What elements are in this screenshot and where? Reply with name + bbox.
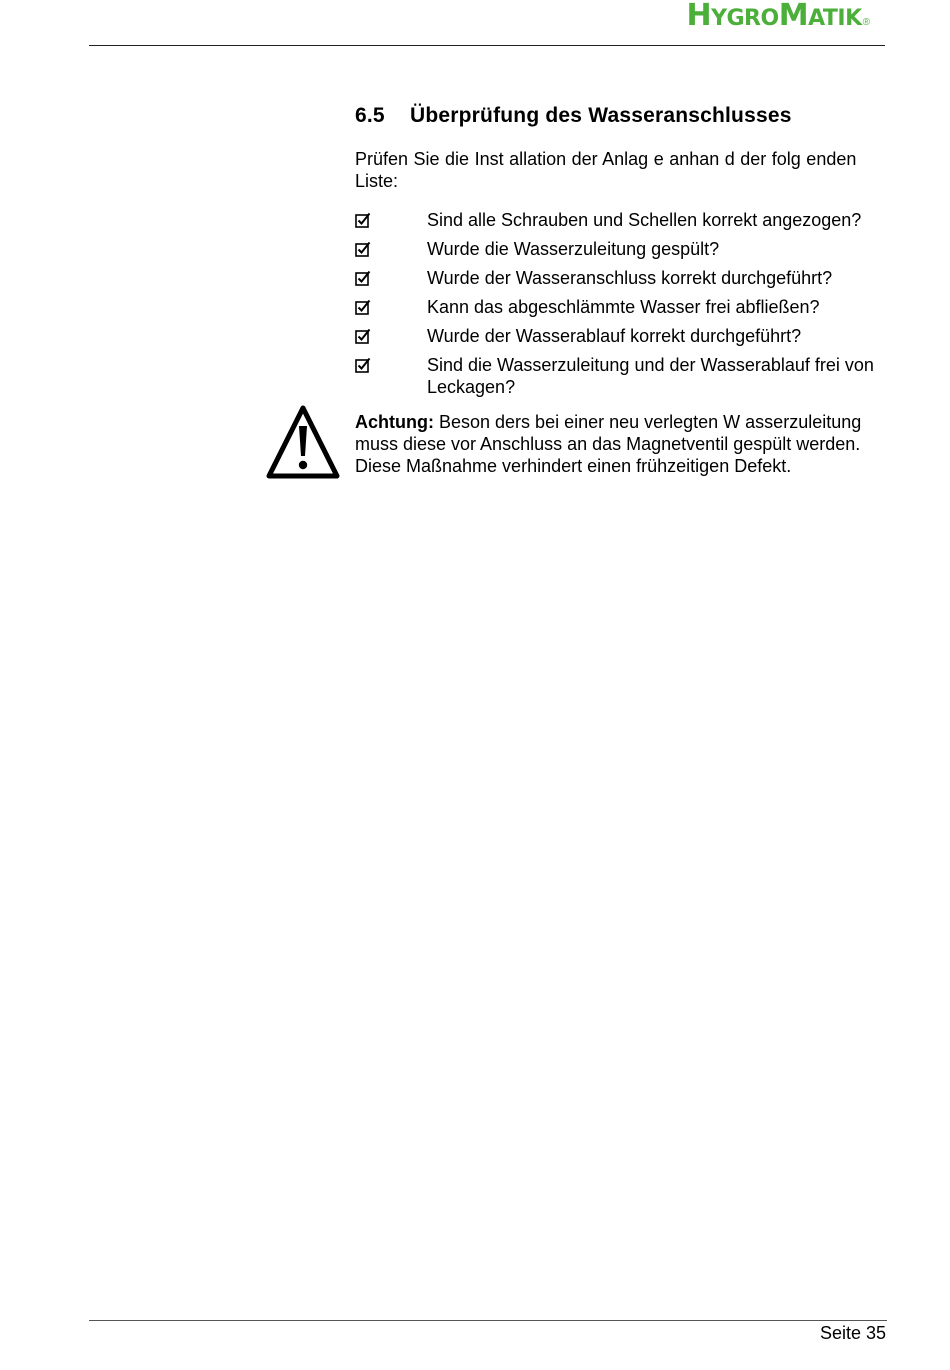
checklist-item [355, 238, 895, 267]
hygromatik-logo [686, 2, 870, 36]
checked-box-icon [355, 354, 427, 373]
checklist-item [355, 209, 895, 238]
section-title [355, 104, 792, 128]
checklist-item [355, 325, 895, 354]
checklist-item [355, 296, 895, 325]
checklist-item [355, 267, 895, 296]
footer-divider [89, 1320, 887, 1321]
section-number: 6.5 [355, 104, 385, 127]
checklist-item-text: Wurde der Wasserablauf korrekt durchgeführt? [427, 326, 802, 346]
warning-label: Achtung: [355, 412, 434, 432]
checked-box-icon [355, 209, 427, 228]
checklist-item-text: Sind die Wasserzuleitung und der Wasserablauf frei von Leckagen? [427, 355, 874, 397]
checklist-item-text: Sind alle Schrauben und Schellen korrekt angezogen? [427, 210, 862, 230]
warning-paragraph [355, 411, 895, 477]
checked-box-icon [355, 238, 427, 257]
intro-paragraph: Prüfen Sie die Inst allation der Anlag e anhan d der folg enden Liste: [355, 149, 857, 191]
logo-text: HYGROMATIK [686, 0, 862, 33]
checked-box-icon [355, 267, 427, 286]
checklist-item-text: Wurde die Wasserzuleitung gespült? [427, 239, 720, 259]
warning-triangle-icon [266, 404, 340, 480]
header-divider [89, 45, 885, 46]
registered-mark: ® [862, 17, 870, 28]
warning-text: Beson ders bei einer neu verlegten W asserzuleitung muss diese vor Anschluss an das Magnetventil gespült werden. Diese Maßnahme verhindert einen frühzeitigen Defekt. [355, 412, 862, 476]
checked-box-icon [355, 296, 427, 315]
checklist-item-text: Wurde der Wasseranschluss korrekt durchgeführt? [427, 268, 833, 288]
checklist-item-text: Kann das abgeschlämmte Wasser frei abfließen? [427, 297, 820, 317]
page-number: Seite 35 [819, 1323, 886, 1343]
checklist-item [355, 354, 895, 398]
checklist [355, 209, 895, 398]
checked-box-icon [355, 325, 427, 344]
section-heading-text: Überprüfung des Wasseranschlusses [410, 104, 792, 127]
